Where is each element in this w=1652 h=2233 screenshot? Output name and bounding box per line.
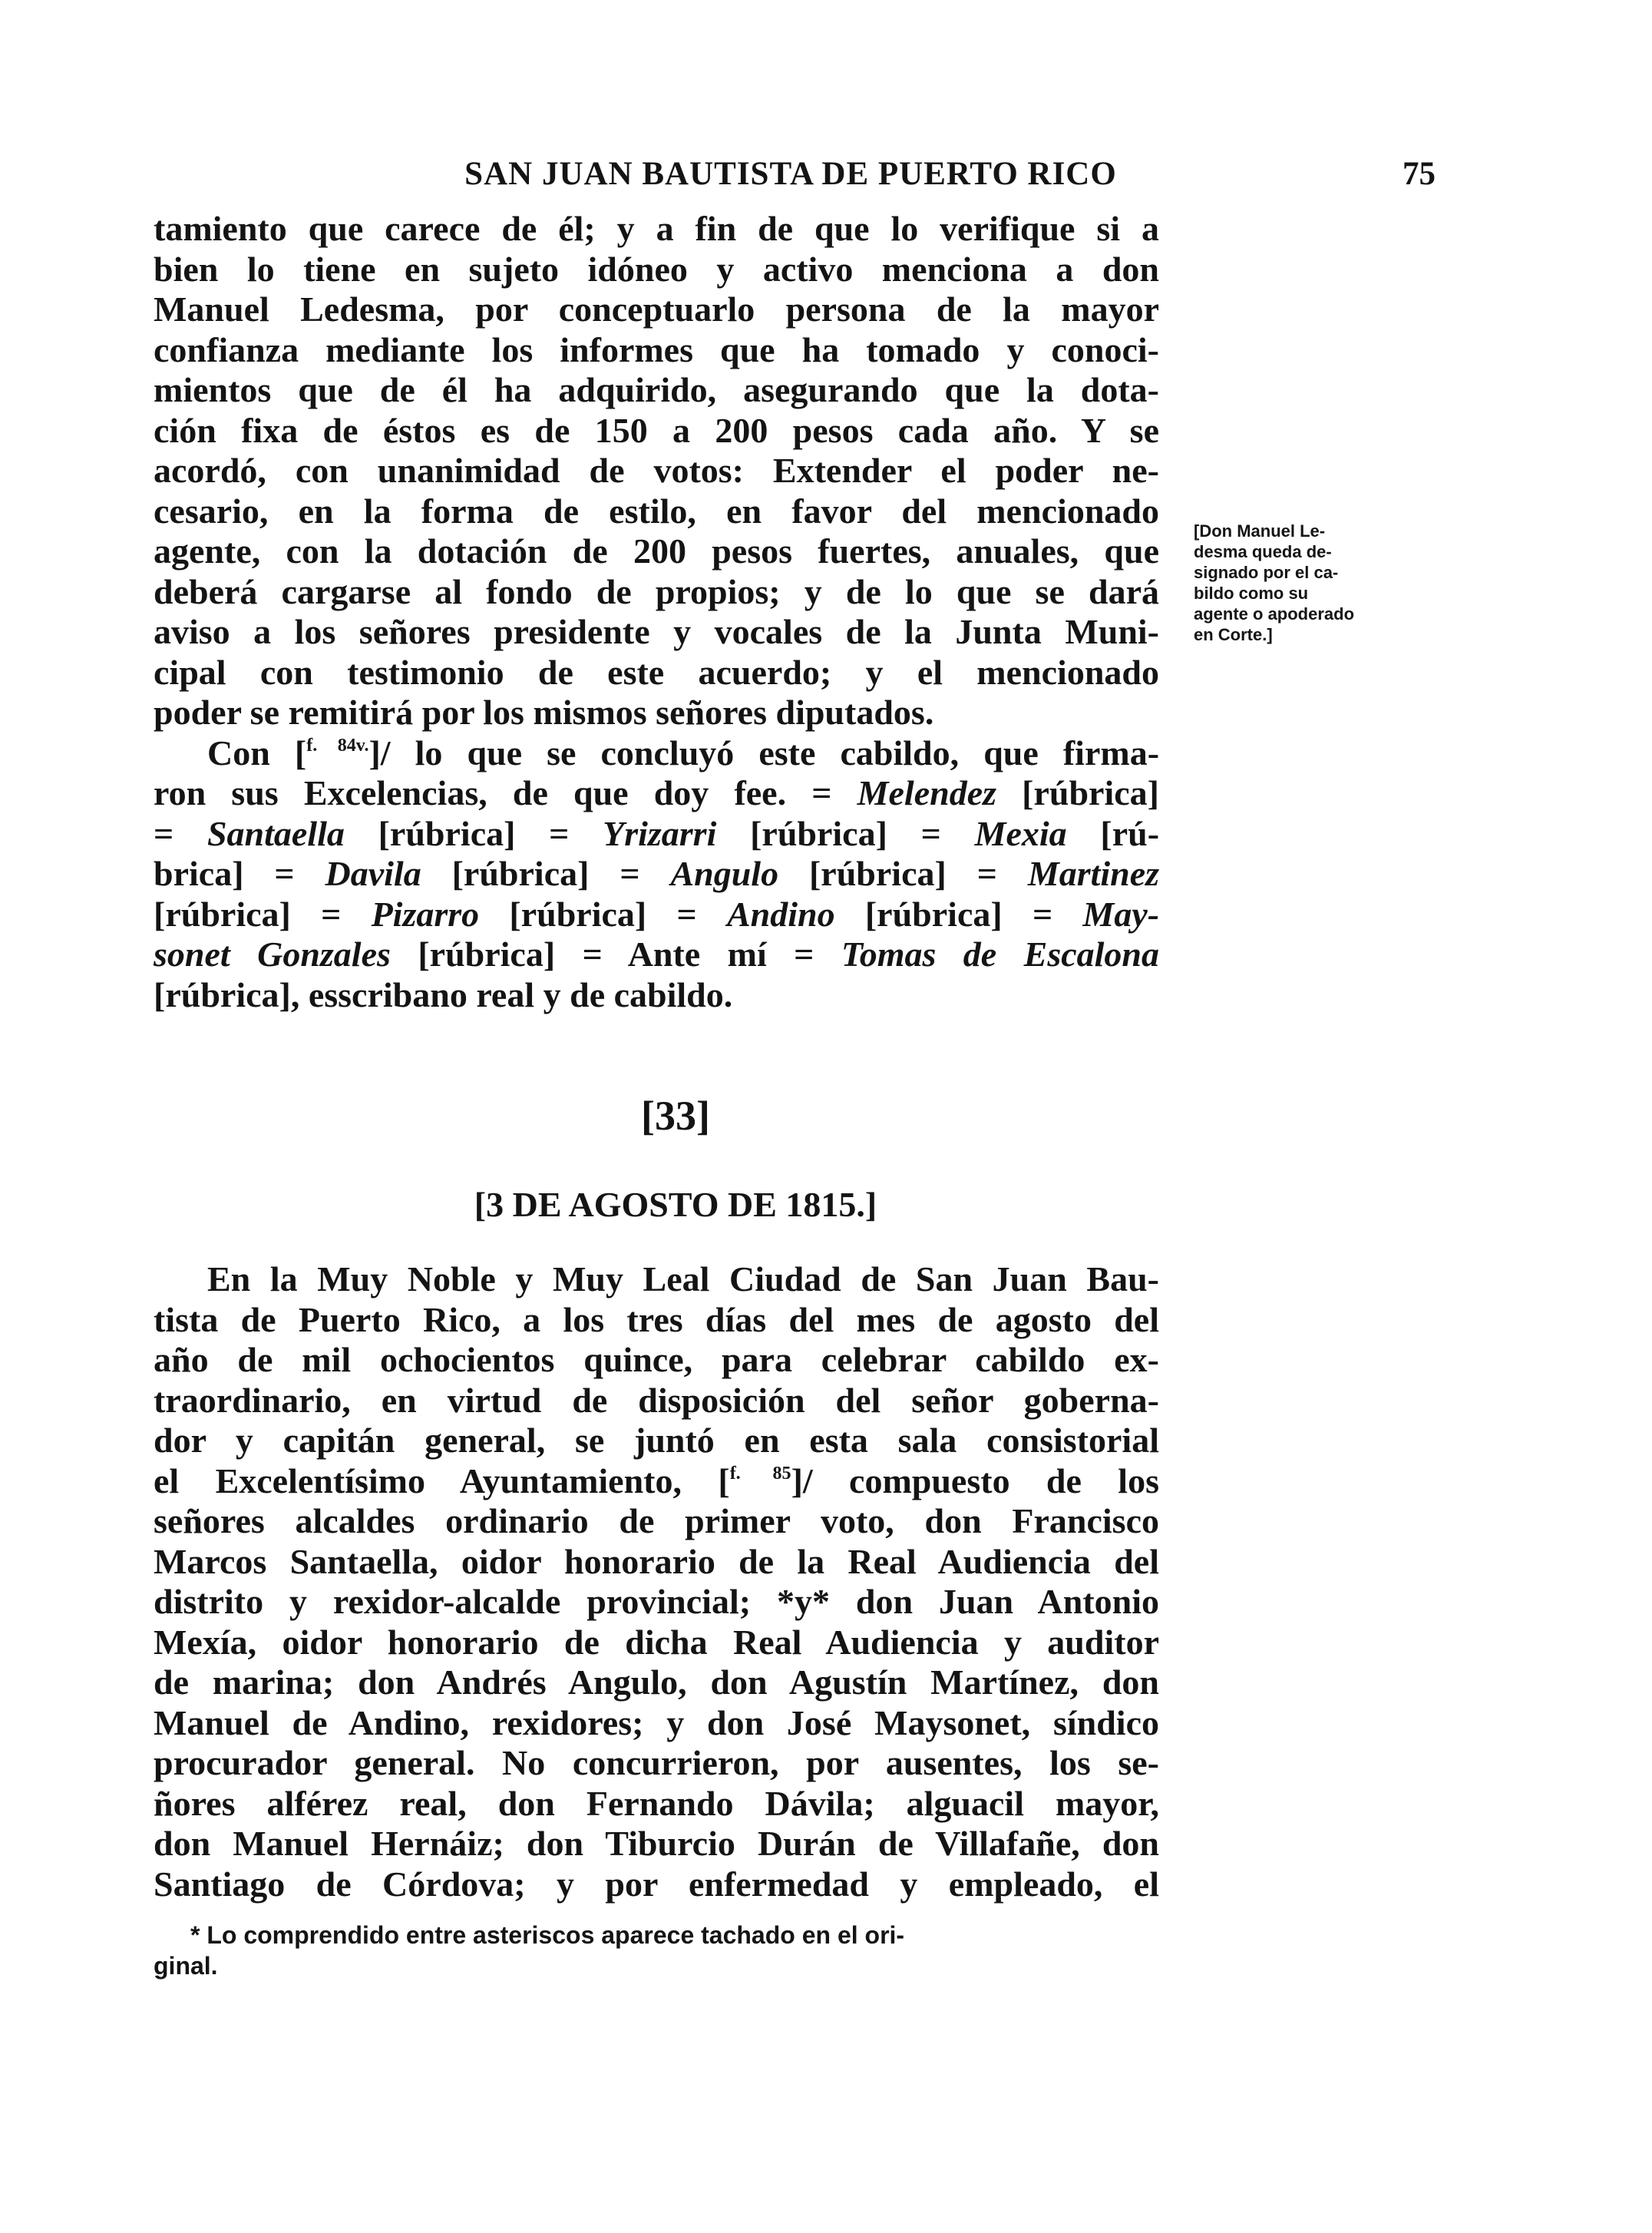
footnote <box>154 1920 1159 1981</box>
text-line: procurador general. No concurrieron, por ausentes, los se- <box>154 1743 1159 1782</box>
text-line: agente, con la dotación de 200 pesos fuertes, anuales, que <box>154 531 1159 571</box>
text-line: Marcos Santaella, oidor honorario de la Real Audiencia del <box>154 1541 1159 1581</box>
text-line: don Manuel Hernáiz; don Tiburcio Durán de Villafañe, don <box>154 1824 1159 1863</box>
text-line: cesario, en la forma de estilo, en favor del mencionado <box>154 491 1159 531</box>
text-line: tista de Puerto Rico, a los tres días del mes de agosto del <box>154 1299 1159 1339</box>
margin-note-line: bildo como su <box>1194 584 1309 603</box>
margin-note-line: desma queda de- <box>1194 542 1332 561</box>
signature-name: Andino <box>726 894 835 934</box>
text-line: tamiento que carece de él; y a fin de que lo verifique si a <box>154 209 1159 248</box>
bottom-text-block <box>154 1259 1159 1904</box>
page-number: 75 <box>1403 156 1436 192</box>
signature-name: May- <box>1082 894 1160 934</box>
text-line: acordó, con unanimidad de votos: Extender el poder ne- <box>154 451 1159 490</box>
paragraph-session <box>154 1259 1159 1904</box>
text-line: = Santaella [rúbrica] = Yrizarri [rúbrica] = Mexia [rú- <box>154 813 1160 853</box>
text-line: distrito y rexidor-alcalde provincial; *y* don Juan Antonio <box>154 1582 1159 1621</box>
running-title: SAN JUAN BAUTISTA DE PUERTO RICO <box>464 156 1117 192</box>
text-line: sonet Gonzales [rúbrica] = Ante mí = Tomas de Escalona <box>154 935 1159 974</box>
text-line: aviso a los señores presidente y vocales de la Junta Muni- <box>154 612 1159 651</box>
text-line: Con [$^{f. 84v.}$]/ lo que se concluyó este cabildo, que firma- <box>207 733 1160 772</box>
paragraph-continuation <box>154 209 1159 733</box>
text-line: En la Muy Noble y Muy Leal Ciudad de San Juan Bau- <box>207 1259 1159 1298</box>
paragraph-signatures <box>154 733 1159 1016</box>
margin-note-line: en Corte.] <box>1194 625 1273 644</box>
signature-name: Melendez <box>857 773 997 812</box>
text-line: bien lo tiene en sujeto idóneo y activo menciona a don <box>154 249 1159 289</box>
document-number: [33] <box>641 1093 710 1139</box>
signature-name: Tomas de Escalona <box>841 935 1159 974</box>
text-line: Mexía, oidor honorario de dicha Real Audiencia y auditor <box>154 1622 1159 1662</box>
text-line: deberá cargarse al fondo de propios; y de lo que se dará <box>154 571 1159 611</box>
text-line: de marina; don Andrés Angulo, don Agustín Martínez, don <box>154 1662 1159 1702</box>
text-line: poder se remitirá por los mismos señores diputados. <box>154 693 934 732</box>
text-line: brica] = Davila [rúbrica] = Angulo [rúbrica] = Martinez <box>154 854 1160 893</box>
top-text-block <box>154 209 1159 1015</box>
text-line: Manuel de Andino, rexidores; y don José Maysonet, síndico <box>154 1702 1159 1742</box>
text-line: traordinario, en virtud de disposición del señor goberna- <box>154 1380 1159 1420</box>
signature-name: Martinez <box>1027 854 1160 893</box>
text-line: Santiago de Córdova; y por enfermedad y empleado, el <box>154 1864 1159 1904</box>
folio-mark: f. 84v. <box>306 735 369 756</box>
folio-mark: f. 85 <box>729 1463 791 1484</box>
text-line: dor y capitán general, se juntó en esta sala consistorial <box>154 1421 1159 1460</box>
text-line: cipal con testimonio de este acuerdo; y el mencionado <box>154 652 1159 692</box>
signature-name: Angulo <box>670 854 779 893</box>
signature-name: Yrizarri <box>603 813 717 853</box>
text-line: [rúbrica], esscribano real y de cabildo. <box>154 974 733 1014</box>
text-line: ción fixa de éstos es de 150 a 200 pesos cada año. Y se <box>154 410 1159 450</box>
text-line: señores alcaldes ordinario de primer voto, don Francisco <box>154 1501 1159 1540</box>
text-line: ñores alférez real, don Fernando Dávila; alguacil mayor, <box>154 1783 1159 1823</box>
footnote-line: ginal. <box>154 1952 218 1980</box>
document-date: [3 DE AGOSTO DE 1815.] <box>474 1185 877 1224</box>
signature-name: Pizarro <box>371 894 480 934</box>
margin-note-line: agente o apoderado <box>1194 604 1355 624</box>
signature-name: Santaella <box>206 813 345 853</box>
signature-name: Davila <box>325 854 421 893</box>
signature-name: sonet Gonzales <box>154 935 391 974</box>
margin-note <box>1194 521 1428 645</box>
margin-note-line: [Don Manuel Le- <box>1194 521 1326 541</box>
text-line: confianza mediante los informes que ha tomado y conoci- <box>154 329 1159 369</box>
margin-note-line: signado por el ca- <box>1194 563 1339 582</box>
text-line: ron sus Excelencias, de que doy fee. = Melendez [rúbrica] <box>154 773 1159 812</box>
text-line: año de mil ochocientos quince, para celebrar cabildo ex- <box>154 1340 1159 1379</box>
footnote-line: * Lo comprendido entre asteriscos aparece tachado en el ori- <box>190 1921 905 1949</box>
signature-name: Mexia <box>974 813 1067 853</box>
text-line: mientos que de él ha adquirido, asegurando que la dota- <box>154 370 1159 409</box>
text-line: [rúbrica] = Pizarro [rúbrica] = Andino [rúbrica] = May- <box>154 894 1160 934</box>
text-line: Manuel Ledesma, por conceptuarlo persona de la mayor <box>154 289 1159 329</box>
text-line: el Excelentísimo Ayuntamiento, [$^{f. 85}$]/ compuesto de los <box>154 1461 1159 1500</box>
